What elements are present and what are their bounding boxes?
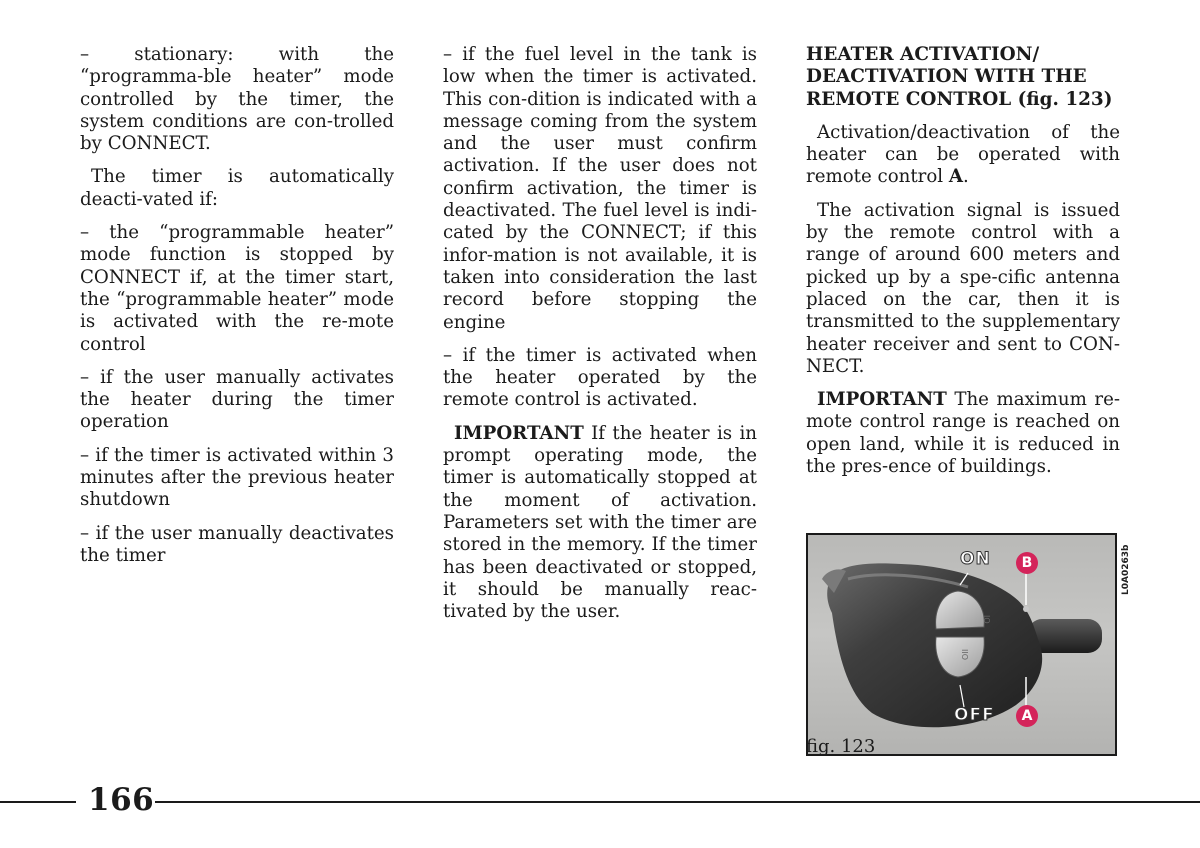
- on-label: ON: [960, 549, 991, 569]
- important-paragraph: [806, 389, 1120, 478]
- remote-label: A: [948, 166, 964, 188]
- text-column-right: [806, 44, 1120, 489]
- off-label: OFF: [954, 705, 995, 725]
- paragraph: The activation signal is issued by the remote control with a range of around 600 meters and picked up by a spe-cific antenna placed on the car, then it is transmitted to the supplementary heater receiver and sent to CON-NECT.: [806, 199, 1120, 377]
- text-column-middle: [443, 44, 757, 634]
- paragraph-end: .: [963, 166, 969, 188]
- remote-control-figure: [806, 533, 1117, 756]
- important-paragraph: [443, 423, 757, 624]
- figure-code: L0A0263b: [1121, 544, 1131, 595]
- footer-rule-left: [0, 801, 76, 803]
- marker-a-label: A: [1021, 708, 1033, 724]
- paragraph: – if the timer is activated within 3 minutes after the previous heater shutdown: [80, 444, 394, 511]
- figure-caption: fig. 123: [806, 736, 876, 757]
- section-heading: [806, 44, 1120, 111]
- marker-a: [1016, 705, 1038, 727]
- paragraph: – stationary: with the “programma-ble heater” mode controlled by the timer, the system conditions are con-trolled by CONNECT.: [80, 44, 394, 155]
- marker-b-label: B: [1021, 555, 1033, 571]
- footer-rule-right: [155, 801, 1200, 803]
- page-number: 166: [88, 782, 155, 818]
- text-column-left: [80, 44, 394, 578]
- heading-text: HEATER ACTIVATION/ DEACTIVATION WITH THE REMOTE CONTROL: [806, 44, 1087, 110]
- paragraph: – if the user manually activates the heater during the timer operation: [80, 366, 394, 433]
- paragraph: [806, 122, 1120, 189]
- paragraph: – if the fuel level in the tank is low when the timer is activated. This con-dition is indicated with a message coming from the system and the user must confirm activation. If the user does not confirm activation, the timer is deactivated. The fuel level is indi-cated by the CONNECT; if this infor-mation is not available, it is taken into consideration the last record before stopping the engine: [443, 44, 757, 333]
- paragraph-text: Activation/deactivation of the heater can be operated with remote control: [806, 121, 1120, 188]
- paragraph: – if the user manually deactivates the timer: [80, 522, 394, 566]
- figure-reference: (fig. 123): [1017, 88, 1113, 110]
- led-indicator: [1023, 606, 1029, 612]
- important-text: The maximum re-mote control range is reached on open land, while it is reduced in the pres-ence of buildings.: [806, 389, 1120, 478]
- marker-b: [1016, 552, 1038, 574]
- important-text: If the heater is in prompt operating mode, the timer is automatically stopped at the moment of activation. Parameters set with the timer are stored in the memory. If the timer has been deactivated or stopped, it should be manually reac-tivated by the user.: [443, 422, 757, 623]
- remote-body: [827, 563, 1042, 727]
- important-label: IMPORTANT: [454, 422, 584, 444]
- paragraph: – the “programmable heater” mode function is stopped by CONNECT if, at the timer start, the “programmable heater” mode is activated with the re-mote control: [80, 222, 394, 355]
- paragraph: – if the timer is activated when the heater operated by the remote control is activated.: [443, 344, 757, 411]
- svg-text:IIO: IIO: [960, 649, 969, 661]
- svg-text:IO: IO: [982, 615, 991, 624]
- paragraph: The timer is automatically deacti-vated if:: [80, 166, 394, 210]
- important-label: IMPORTANT: [817, 389, 947, 411]
